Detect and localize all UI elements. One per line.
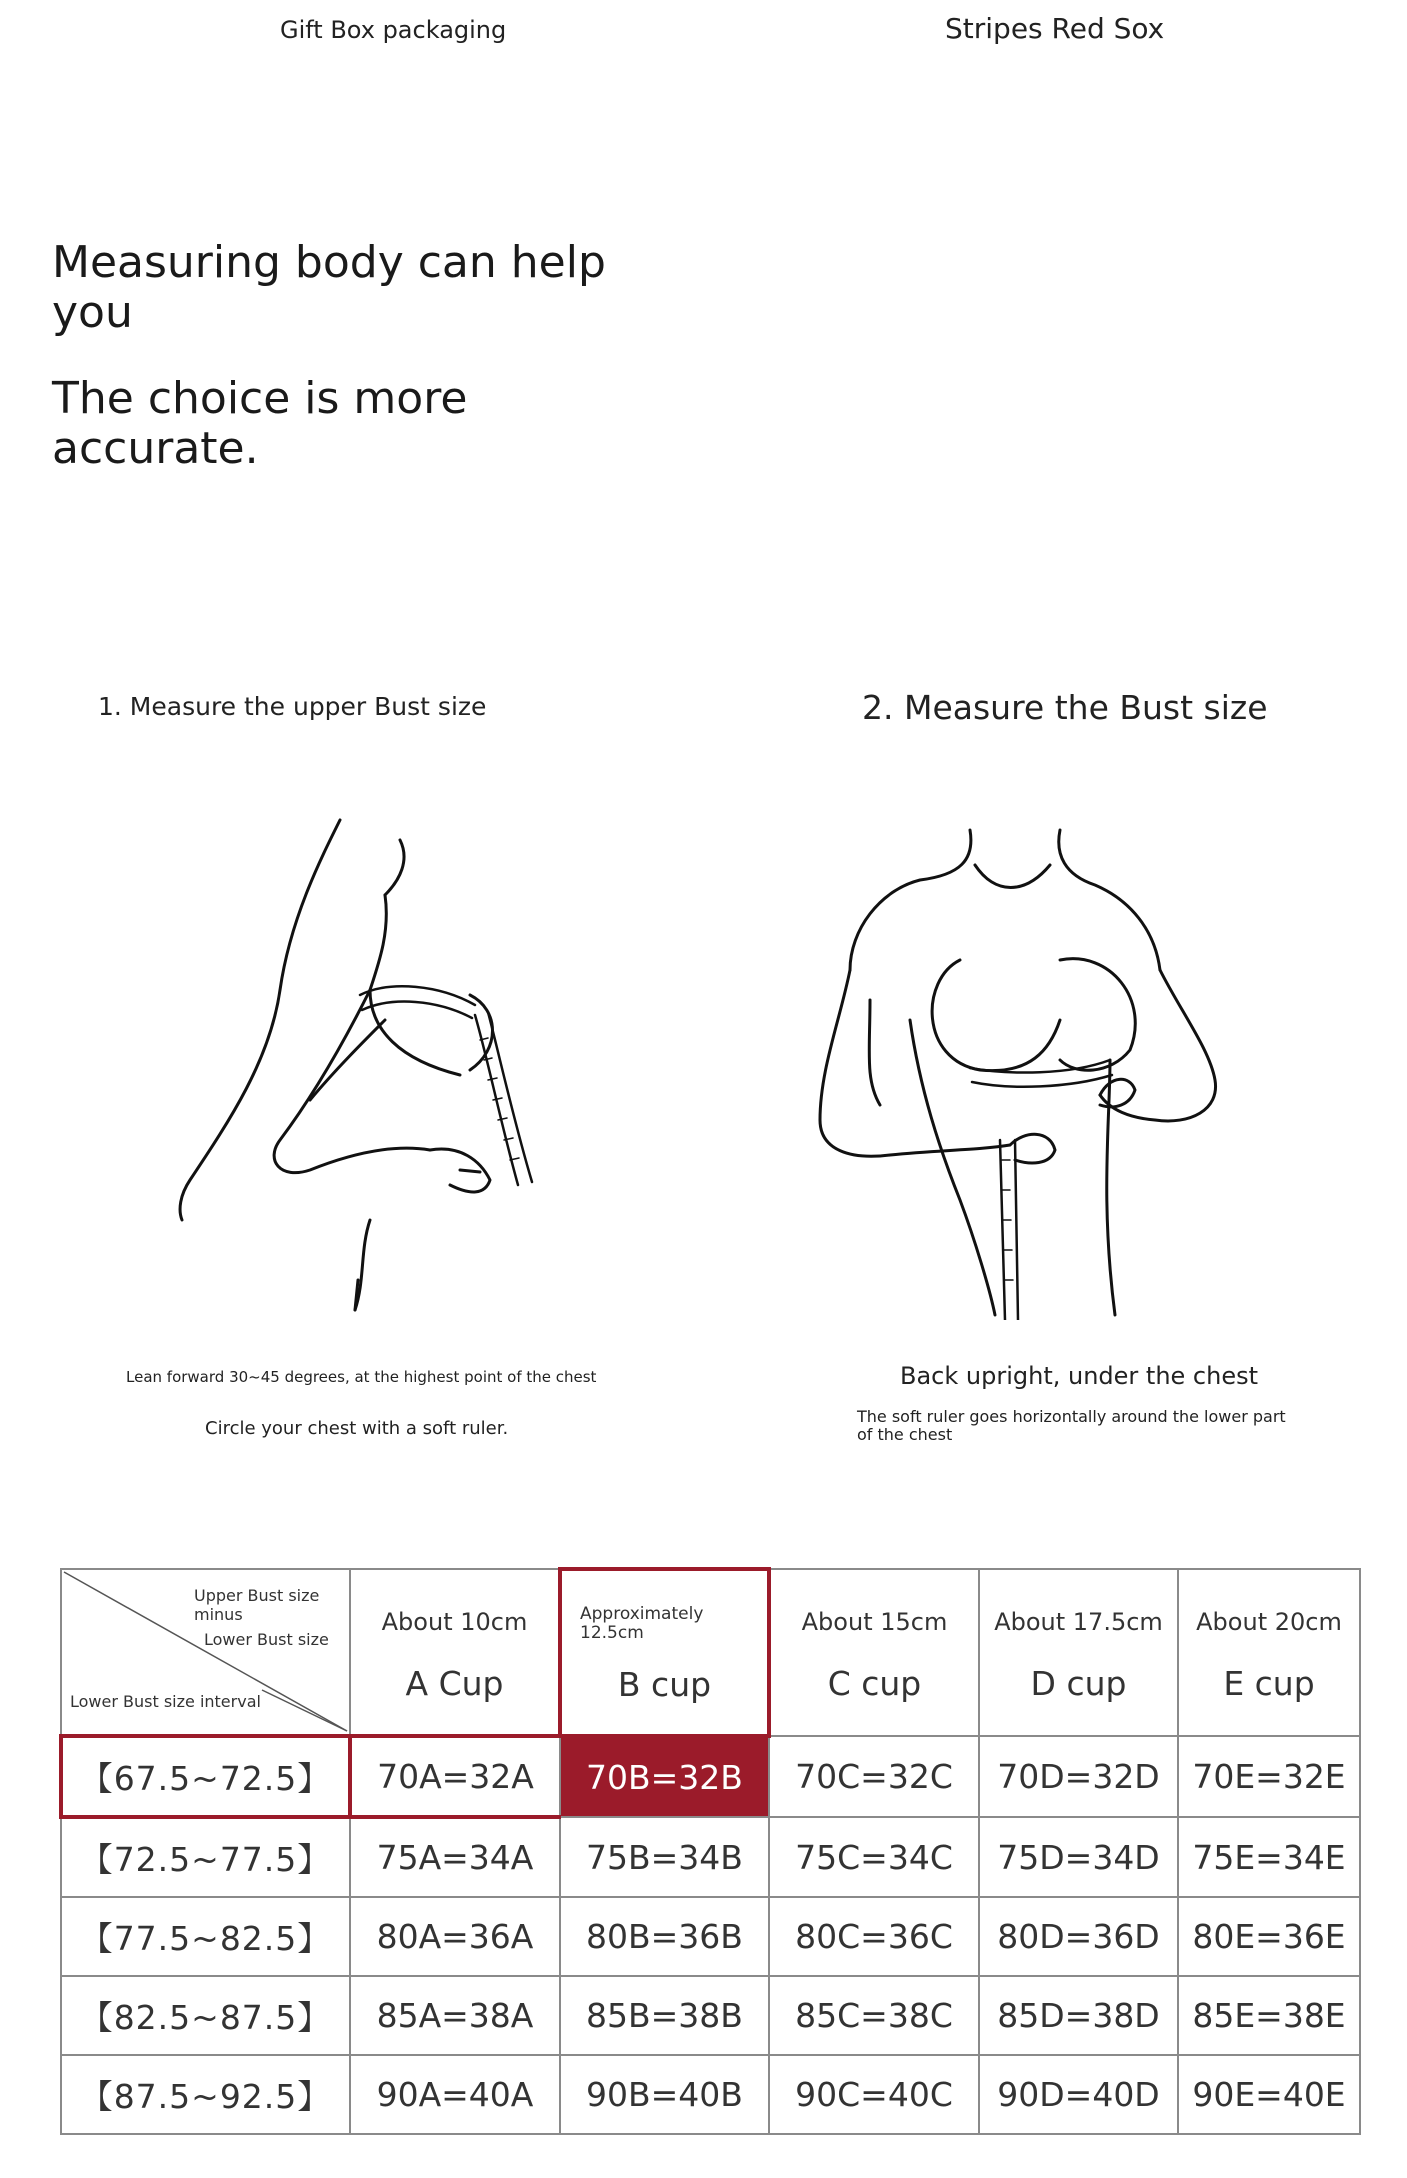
col-diff: About 20cm <box>1196 1608 1342 1636</box>
size-cell: 75B=34B <box>560 1817 769 1897</box>
header-col-d <box>979 1569 1178 1736</box>
col-cup: B cup <box>617 1665 712 1704</box>
corner-top-label: Upper Bust size minus <box>194 1586 320 1624</box>
col-diff: About 15cm <box>801 1608 948 1636</box>
step2-title: 2. Measure the Bust size <box>862 688 1268 727</box>
size-cell: 85B=38B <box>560 1976 769 2055</box>
table-row <box>61 2055 1360 2134</box>
step2-note-2: The soft ruler goes horizontally around the lower part of the chest <box>857 1407 1286 1444</box>
size-cell: 70C=32C <box>769 1736 979 1817</box>
step1-note: Lean forward 30~45 degrees, at the highest point of the chest <box>126 1368 597 1386</box>
size-cell: 70D=32D <box>979 1736 1178 1817</box>
front-view-measuring-figure <box>810 820 1250 1320</box>
corner-mid-label: Lower Bust size <box>204 1630 329 1649</box>
step1-title: 1. Measure the upper Bust size <box>98 692 487 721</box>
row-interval: 【67.5~72.5】 <box>61 1736 350 1817</box>
size-cell: 75A=34A <box>350 1817 560 1897</box>
table-row <box>61 1897 1360 1976</box>
size-cell-highlight: 70B=32B <box>560 1736 769 1817</box>
row-interval: 【72.5~77.5】 <box>61 1817 350 1897</box>
size-cell: 75C=34C <box>769 1817 979 1897</box>
size-cell: 85C=38C <box>769 1976 979 2055</box>
row-interval: 【77.5~82.5】 <box>61 1897 350 1976</box>
table-header-row <box>61 1569 1360 1736</box>
size-cell: 70E=32E <box>1178 1736 1360 1817</box>
col-diff: About 10cm <box>381 1608 528 1636</box>
header-col-b <box>560 1569 769 1736</box>
stripes-label: Stripes Red Sox <box>945 12 1165 45</box>
col-cup: A Cup <box>405 1664 504 1703</box>
header-col-c <box>769 1569 979 1736</box>
size-cell: 85E=38E <box>1178 1976 1360 2055</box>
table-row <box>61 1736 1360 1817</box>
row-interval: 【87.5~92.5】 <box>61 2055 350 2134</box>
col-cup: D cup <box>1030 1664 1127 1703</box>
step1-note-2: Circle your chest with a soft ruler. <box>205 1418 509 1439</box>
size-cell: 85A=38A <box>350 1976 560 2055</box>
size-cell: 70A=32A <box>350 1736 560 1817</box>
table-row <box>61 1976 1360 2055</box>
col-cup: E cup <box>1223 1664 1315 1703</box>
size-cell: 80E=36E <box>1178 1897 1360 1976</box>
size-cell: 80C=36C <box>769 1897 979 1976</box>
size-cell: 80A=36A <box>350 1897 560 1976</box>
col-cup: C cup <box>827 1664 922 1703</box>
corner-bottom-label: Lower Bust size interval <box>70 1692 261 1711</box>
size-chart-table <box>59 1567 1361 2135</box>
gift-box-label: Gift Box packaging <box>280 16 507 44</box>
size-cell: 90A=40A <box>350 2055 560 2134</box>
size-cell: 90D=40D <box>979 2055 1178 2134</box>
size-cell: 75E=34E <box>1178 1817 1360 1897</box>
size-cell: 90B=40B <box>560 2055 769 2134</box>
size-cell: 75D=34D <box>979 1817 1178 1897</box>
col-diff: Approximately 12.5cm <box>580 1604 704 1643</box>
table-row <box>61 1817 1360 1897</box>
size-cell: 85D=38D <box>979 1976 1178 2055</box>
header-col-a <box>350 1569 560 1736</box>
intro-line-2: The choice is more accurate. <box>52 373 468 474</box>
intro-line-1: Measuring body can help you <box>52 237 606 338</box>
size-cell: 80B=36B <box>560 1897 769 1976</box>
step2-note: Back upright, under the chest <box>900 1362 1259 1390</box>
size-cell: 90C=40C <box>769 2055 979 2134</box>
col-diff: About 17.5cm <box>994 1608 1163 1636</box>
size-cell: 90E=40E <box>1178 2055 1360 2134</box>
side-view-measuring-figure <box>170 800 590 1320</box>
header-col-e <box>1178 1569 1360 1736</box>
row-interval: 【82.5~87.5】 <box>61 1976 350 2055</box>
size-cell: 80D=36D <box>979 1897 1178 1976</box>
corner-cell <box>61 1569 350 1736</box>
